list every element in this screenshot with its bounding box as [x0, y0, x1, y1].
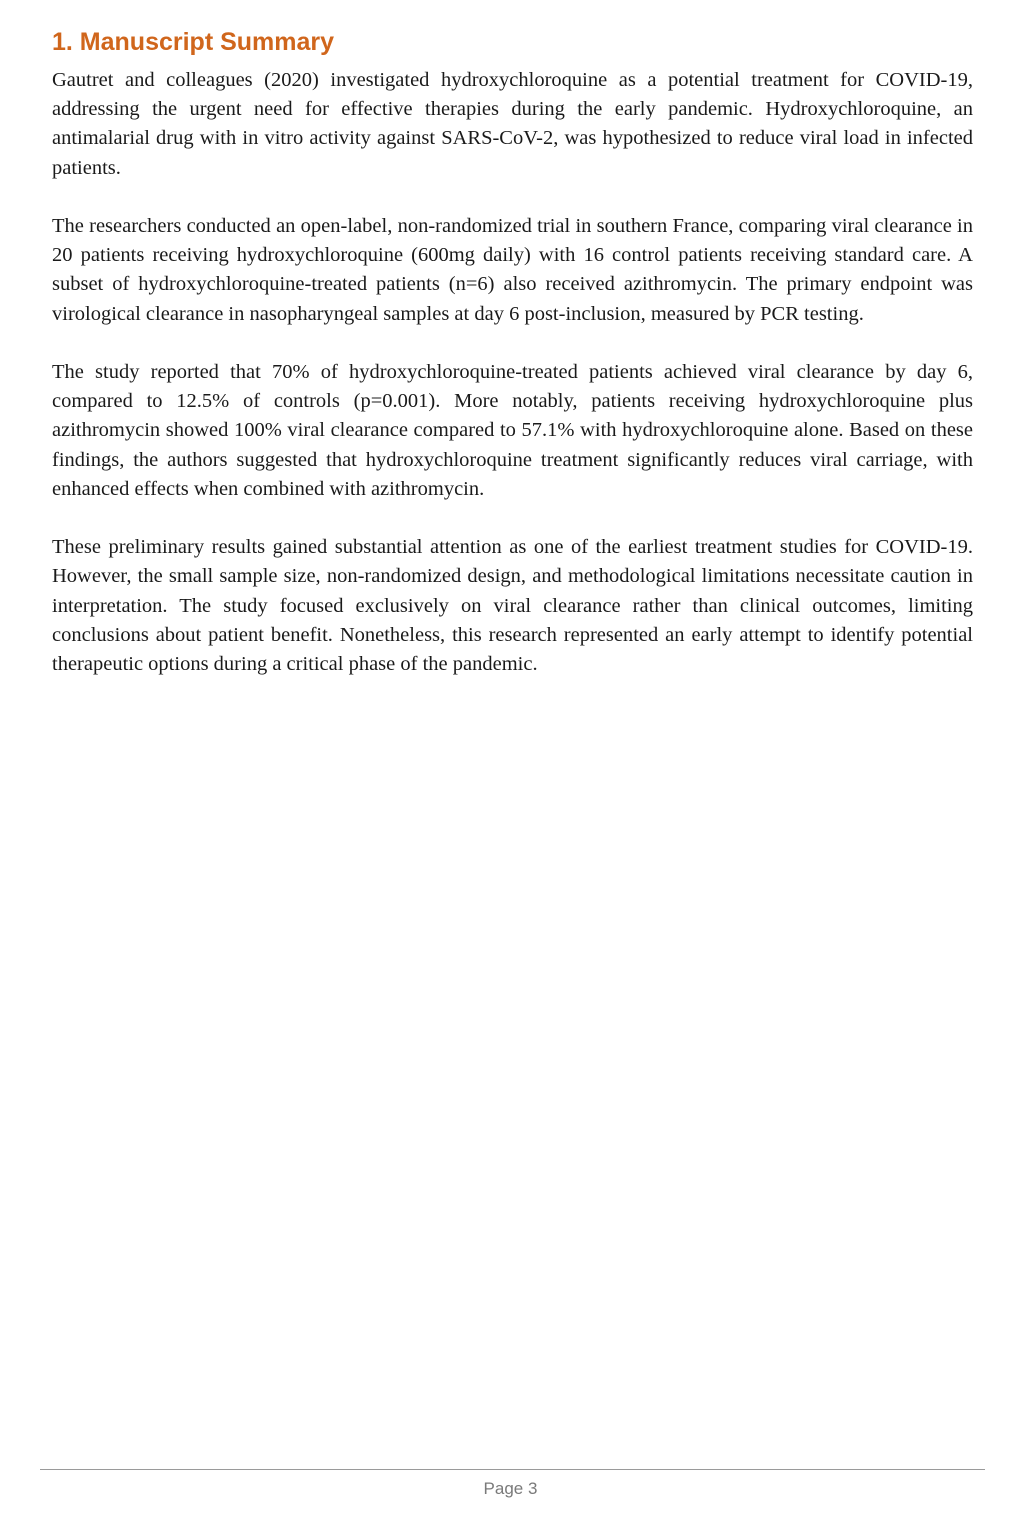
page-number: Page 3 [483, 1479, 538, 1498]
summary-paragraph-2: The researchers conducted an open-label, non-randomized trial in southern France, comparing viral clearance in 20 patients receiving hydroxychloroquine (600mg daily) with 16 control patients receiving standard care. A subset of hydroxychloroquine-treated patients (n=6) also received azithromycin. The primary endpoint was virological clearance in nasopharyngeal samples at day 6 post-inclusion, measured by PCR testing. [52, 215, 973, 325]
section-heading: 1. Manuscript Summary [52, 28, 335, 56]
summary-paragraph-1: Gautret and colleagues (2020) investigated hydroxychloroquine as a potential treatment for COVID-19, addressing the urgent need for effective therapies during the early pandemic. Hydroxychloroquine, an antimalarial drug with in vitro activity against SARS-CoV-2, was hypothesized to reduce viral load in infected patients. [52, 69, 973, 179]
summary-paragraph-3: The study reported that 70% of hydroxychloroquine-treated patients achieved viral clearance by day 6, compared to 12.5% of controls (p=0.001). More notably, patients receiving hydroxychloroquine plus azithromycin showed 100% viral clearance compared to 57.1% with hydroxychloroquine alone. Based on these findings, the authors suggested that hydroxychloroquine treatment significantly reduces viral carriage, with enhanced effects when combined with azithromycin. [52, 361, 973, 500]
footer-divider [40, 1469, 985, 1470]
manuscript-summary-section [52, 26, 973, 708]
summary-paragraph-4: These preliminary results gained substantial attention as one of the earliest treatment studies for COVID-19. However, the small sample size, non-randomized design, and methodological limitations necessitate caution in interpretation. The study focused exclusively on viral clearance rather than clinical outcomes, limiting conclusions about patient benefit. Nonetheless, this research represented an early attempt to identify potential therapeutic options during a critical phase of the pandemic. [52, 536, 973, 676]
